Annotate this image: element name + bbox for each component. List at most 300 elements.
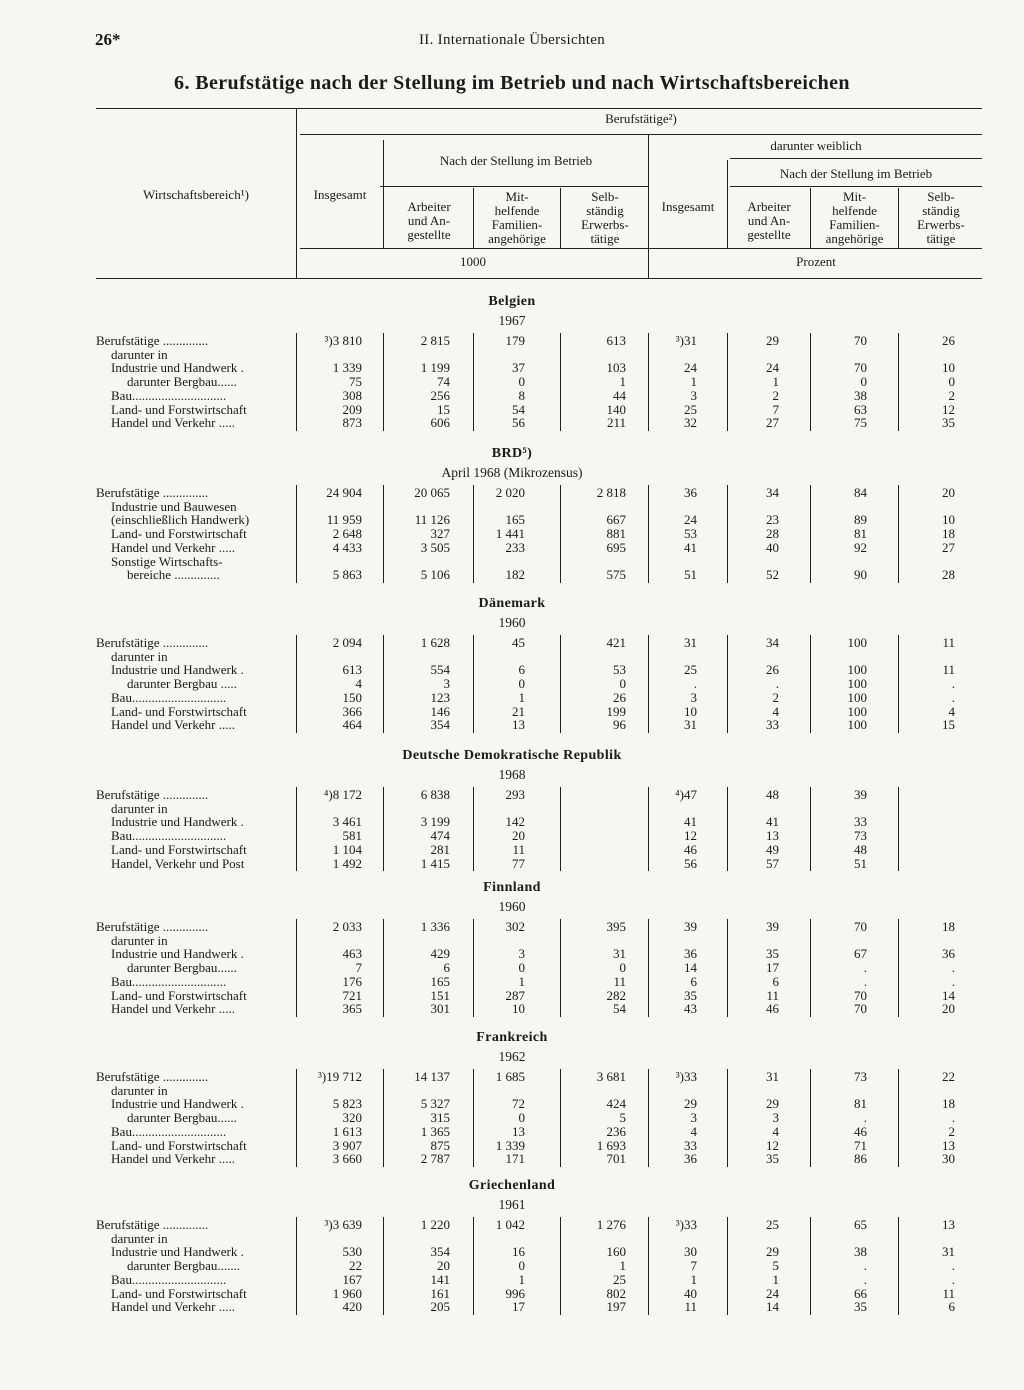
country-name: Dänemark (478, 596, 546, 611)
country-name: Finnland (483, 880, 541, 895)
table-cell: 4 433 (332, 539, 362, 555)
row-label: Land- und Forstwirtschaft (111, 988, 247, 1003)
table-cell: 1 199 (420, 360, 450, 376)
table-cell: 3 199 (420, 814, 450, 830)
table-cell: ³)3 639 (324, 1217, 362, 1232)
row-label: Industrie und Handwerk . (111, 947, 244, 962)
table-cell: 0 (518, 676, 525, 692)
table-cell: 701 (606, 1151, 626, 1167)
row-label: darunter in (111, 1083, 168, 1098)
table-cell: 35 (684, 987, 697, 1003)
table-cell: 13 (512, 1123, 525, 1139)
table-cell: 150 (342, 689, 362, 705)
table-cell: 3 (772, 1110, 779, 1126)
table-cell: 48 (854, 841, 867, 857)
table-cell: 14 (684, 960, 697, 976)
table-cell: 72 (512, 1096, 525, 1112)
table-cell: 15 (942, 717, 955, 733)
table-row (0, 1245, 1024, 1259)
header-rule-units (300, 248, 982, 249)
table-cell: 13 (942, 1217, 955, 1232)
table-cell: 141 (430, 1271, 450, 1287)
table-cell: 17 (512, 1299, 525, 1315)
table-cell: . (951, 1110, 955, 1126)
table-cell: 0 (948, 374, 955, 390)
row-label: (einschließlich Handwerk) (111, 513, 250, 528)
table-cell: 20 (942, 485, 955, 500)
table-cell: 302 (505, 919, 525, 934)
table-cell: 233 (505, 539, 525, 555)
table-cell: 0 (518, 960, 525, 976)
table-cell: 1 (619, 374, 626, 390)
header-insgesamt: Insgesamt (313, 187, 367, 202)
table-cell: 395 (606, 919, 626, 934)
header-wirtschaftsbereich: Wirtschaftsbereich¹) (143, 187, 249, 202)
table-cell: . (951, 973, 955, 989)
table-cell: 36 (684, 1151, 697, 1167)
table-cell: 14 (942, 987, 955, 1003)
header-unit-1000: 1000 (460, 254, 486, 269)
row-label: Handel und Verkehr ..... (111, 1300, 235, 1315)
row-label: darunter Bergbau...... (127, 1111, 237, 1126)
table-cell: 11 (613, 973, 626, 989)
row-label: Land- und Forstwirtschaft (111, 527, 247, 542)
header-berufstaetige: Berufstätige²) (605, 111, 677, 126)
table-cell: 73 (854, 1069, 867, 1084)
table-cell: 12 (684, 828, 697, 844)
row-label: darunter in (111, 801, 168, 816)
table-row (0, 677, 1024, 691)
table-cell: 39 (766, 919, 779, 934)
table-cell: 613 (606, 333, 626, 348)
table-cell: 366 (342, 703, 362, 719)
row-label: Bau............................. (111, 690, 227, 705)
table-cell: 873 (342, 415, 362, 431)
row-label: Bau............................. (111, 388, 227, 403)
table-cell: 1 (518, 689, 525, 705)
table-row (0, 829, 1024, 843)
table-cell: 81 (854, 526, 867, 542)
table-cell: 46 (766, 1001, 779, 1017)
row-label: darunter Bergbau...... (127, 961, 237, 976)
header-divider-col2 (383, 140, 384, 248)
table-row (0, 568, 1024, 582)
row-label: Handel und Verkehr ..... (111, 540, 235, 555)
header-rule-stellung (380, 186, 648, 187)
header-divider-col3 (473, 188, 474, 248)
table-cell: 26 (613, 689, 626, 705)
table-cell: ³)19 712 (318, 1069, 362, 1084)
table-row (0, 650, 1024, 664)
table-cell: 2 (948, 387, 955, 403)
table-cell: 2 094 (332, 635, 362, 650)
table-cell: 256 (430, 387, 450, 403)
table-cell: 354 (430, 1244, 450, 1260)
table-cell: 2 (948, 1123, 955, 1139)
table-cell: 6 838 (420, 787, 450, 802)
header-divider-col8 (898, 188, 899, 248)
table-cell: 1 628 (420, 635, 450, 650)
survey-year: 1968 (498, 767, 526, 782)
table-cell: 28 (942, 567, 955, 583)
table-cell: 151 (430, 987, 450, 1003)
table-row (0, 486, 1024, 500)
table-cell: 301 (430, 1001, 450, 1017)
table-cell: 236 (606, 1123, 626, 1139)
table-cell: 10 (942, 360, 955, 376)
table-cell: 14 137 (414, 1069, 450, 1084)
table-cell: 3 907 (332, 1137, 362, 1153)
table-cell: 205 (430, 1299, 450, 1315)
table-cell: 37 (512, 360, 525, 376)
header-rule-berufstaetige (300, 134, 982, 135)
table-cell: 66 (854, 1285, 867, 1301)
table-cell: 27 (766, 415, 779, 431)
table-row (0, 1097, 1024, 1111)
table-cell: 73 (854, 828, 867, 844)
header-bottom-rule (96, 278, 982, 279)
country-name: BRD⁵) (491, 446, 533, 461)
table-cell: 70 (854, 360, 867, 376)
header-divider-weiblich (648, 134, 649, 278)
page-number: 26* (95, 30, 121, 49)
table-cell: 24 (684, 360, 697, 376)
table-cell: 197 (606, 1299, 626, 1315)
table-cell: 5 (619, 1110, 626, 1126)
table-cell: 11 959 (326, 512, 362, 528)
header-selbstaendig-w: Selb- ständig Erwerbs- tätige (917, 189, 965, 246)
table-cell: 24 904 (326, 485, 362, 500)
row-label: Handel und Verkehr ..... (111, 1152, 235, 1167)
table-cell: 0 (518, 1258, 525, 1274)
table-cell: 1 (772, 374, 779, 390)
row-label: Sonstige Wirtschafts- (111, 554, 223, 569)
table-cell: 22 (349, 1258, 362, 1274)
header-divider-col4 (560, 188, 561, 248)
table-row (0, 1218, 1024, 1232)
table-cell: 1 693 (596, 1137, 626, 1153)
header-arbeiter: Arbeiter und An- gestellte (407, 199, 451, 242)
table-cell: 57 (766, 855, 779, 871)
table-row (0, 361, 1024, 375)
table-cell: 11 (684, 1299, 697, 1315)
table-cell: 70 (854, 987, 867, 1003)
table-cell: 11 (942, 635, 955, 650)
table-cell: ³)3 810 (324, 333, 362, 348)
table-cell: 2 815 (420, 333, 450, 348)
table-cell: 71 (854, 1137, 867, 1153)
table-cell: 65 (854, 1217, 867, 1232)
table-cell: 31 (613, 946, 626, 962)
table-cell: 38 (854, 387, 867, 403)
header-unit-prozent: Prozent (796, 254, 836, 269)
table-cell: 75 (349, 374, 362, 390)
table-cell: 6 (690, 973, 697, 989)
table-cell: 171 (505, 1151, 525, 1167)
table-cell: 140 (606, 401, 626, 417)
table-cell: 51 (854, 855, 867, 871)
table-cell: 5 823 (332, 1096, 362, 1112)
row-label: Berufstätige .............. (96, 1218, 209, 1232)
table-cell: 875 (430, 1137, 450, 1153)
table-cell: 23 (766, 512, 779, 528)
table-cell: 51 (684, 567, 697, 583)
table-cell: 13 (766, 828, 779, 844)
table-cell: 1 613 (332, 1123, 362, 1139)
table-cell: 581 (342, 828, 362, 844)
table-row (0, 636, 1024, 650)
row-label: darunter in (111, 933, 168, 948)
table-cell: . (951, 1258, 955, 1274)
table-cell: 52 (766, 567, 779, 583)
table-cell: 11 126 (414, 512, 450, 528)
table-cell: 20 (437, 1258, 450, 1274)
header-selbstaendig: Selb- ständig Erwerbs- tätige (581, 189, 629, 246)
table-cell: 84 (854, 485, 867, 500)
table-row (0, 961, 1024, 975)
row-label: Bau............................. (111, 974, 227, 989)
table-cell: 31 (766, 1069, 779, 1084)
table-cell: 996 (505, 1285, 525, 1301)
table-cell: 0 (518, 374, 525, 390)
table-cell: . (863, 960, 867, 976)
table-cell: 1 339 (495, 1137, 525, 1153)
table-row (0, 1152, 1024, 1166)
table-row (0, 947, 1024, 961)
table-cell: 1 (518, 1271, 525, 1287)
table-cell: 39 (684, 919, 697, 934)
table-cell: 53 (613, 662, 626, 678)
table-cell: 2 648 (332, 526, 362, 542)
table-cell: 41 (766, 814, 779, 830)
table-row (0, 663, 1024, 677)
table-cell: 474 (430, 828, 450, 844)
table-cell: 46 (854, 1123, 867, 1139)
table-cell: 25 (684, 662, 697, 678)
table-cell: 29 (766, 1244, 779, 1260)
table-cell: 31 (684, 635, 697, 650)
table-cell: 17 (766, 960, 779, 976)
table-cell: 6 (518, 662, 525, 678)
table-cell: 67 (854, 946, 867, 962)
row-label: Berufstätige .............. (96, 788, 209, 802)
table-cell: 1 042 (495, 1217, 525, 1232)
header-weiblich: darunter weiblich (770, 138, 862, 153)
table-cell: 606 (430, 415, 450, 431)
table-cell: 40 (684, 1285, 697, 1301)
table-row (0, 788, 1024, 802)
table-cell: ³)31 (675, 333, 697, 348)
survey-year: 1961 (498, 1197, 526, 1212)
table-cell: 3 660 (332, 1151, 362, 1167)
table-cell: 881 (606, 526, 626, 542)
table-cell: 100 (847, 717, 867, 733)
table-cell: 74 (437, 374, 450, 390)
table-cell: 14 (766, 1299, 779, 1315)
table-cell: 28 (766, 526, 779, 542)
table-cell: 24 (684, 512, 697, 528)
table-cell: 7 (355, 960, 362, 976)
country-name: Griechenland (468, 1178, 556, 1193)
table-row (0, 718, 1024, 732)
table-cell: 429 (430, 946, 450, 962)
row-label: Berufstätige .............. (96, 636, 209, 650)
table-cell: 24 (766, 1285, 779, 1301)
header-rule-stellung-w (730, 186, 982, 187)
table-cell: 33 (766, 717, 779, 733)
table-cell: 3 (690, 1110, 697, 1126)
table-cell: 421 (606, 635, 626, 650)
table-cell: 802 (606, 1285, 626, 1301)
table-cell: 1 (772, 1271, 779, 1287)
table-cell: 2 818 (596, 485, 626, 500)
table-cell: 29 (766, 1096, 779, 1112)
table-cell: . (775, 676, 779, 692)
table-row (0, 375, 1024, 389)
table-row (0, 1273, 1024, 1287)
table-row (0, 1259, 1024, 1273)
table-cell: 32 (684, 415, 697, 431)
table-row (0, 416, 1024, 430)
table-cell: ³)33 (675, 1217, 697, 1232)
table-cell: 20 065 (414, 485, 450, 500)
table-cell: 365 (342, 1001, 362, 1017)
table-cell: 1 (690, 374, 697, 390)
survey-year: April 1968 (Mikrozensus) (441, 465, 583, 480)
table-row (0, 1111, 1024, 1125)
table-cell: 27 (942, 539, 955, 555)
table-cell: 1 441 (495, 526, 525, 542)
row-label: Land- und Forstwirtschaft (111, 402, 247, 417)
row-label: Bau............................. (111, 1272, 227, 1287)
table-cell: 49 (766, 841, 779, 857)
table-cell: 176 (342, 973, 362, 989)
table-cell: 33 (684, 1137, 697, 1153)
row-label: Industrie und Handwerk . (111, 361, 244, 376)
table-cell: 70 (854, 919, 867, 934)
table-cell: 123 (430, 689, 450, 705)
table-cell: 56 (684, 855, 697, 871)
table-cell: 46 (684, 841, 697, 857)
table-cell: 53 (684, 526, 697, 542)
table-cell: 1 339 (332, 360, 362, 376)
header-top-rule (96, 108, 982, 109)
table-cell: 18 (942, 919, 955, 934)
table-cell: 36 (942, 946, 955, 962)
table-cell: . (951, 1271, 955, 1287)
table-cell: 11 (512, 841, 525, 857)
table-cell: 0 (860, 374, 867, 390)
row-label: Land- und Forstwirtschaft (111, 842, 247, 857)
table-cell: 31 (942, 1244, 955, 1260)
row-label: darunter in (111, 1231, 168, 1246)
table-cell: 35 (854, 1299, 867, 1315)
table-cell: 0 (518, 1110, 525, 1126)
row-label: Industrie und Handwerk . (111, 1097, 244, 1112)
table-cell: . (951, 676, 955, 692)
table-cell: 100 (847, 662, 867, 678)
table-cell: 6 (443, 960, 450, 976)
table-cell: 4 (772, 1123, 779, 1139)
table-cell: 20 (942, 1001, 955, 1017)
table-cell: 320 (342, 1110, 362, 1126)
table-row (0, 334, 1024, 348)
table-cell: 3 681 (596, 1069, 626, 1084)
row-label: Industrie und Handwerk . (111, 815, 244, 830)
table-cell: 92 (854, 539, 867, 555)
header-divider-col7 (810, 188, 811, 248)
table-cell: 4 (690, 1123, 697, 1139)
table-cell: 3 (518, 946, 525, 962)
table-cell: 0 (619, 960, 626, 976)
table-cell: 209 (342, 401, 362, 417)
table-cell: 464 (342, 717, 362, 733)
table-cell: 34 (766, 635, 779, 650)
table-cell: 48 (766, 787, 779, 802)
table-cell: 45 (512, 635, 525, 650)
table-cell: 100 (847, 635, 867, 650)
row-label: Berufstätige .............. (96, 486, 209, 500)
table-cell: 33 (854, 814, 867, 830)
table-cell: 0 (619, 676, 626, 692)
table-cell: 293 (505, 787, 525, 802)
table-cell: 3 (443, 676, 450, 692)
table-row (0, 1002, 1024, 1016)
table-cell: 11 (942, 1285, 955, 1301)
row-label: Handel und Verkehr ..... (111, 1002, 235, 1017)
row-label: Land- und Forstwirtschaft (111, 1286, 247, 1301)
table-cell: 36 (684, 946, 697, 962)
country-name: Belgien (488, 294, 536, 309)
table-cell: 165 (505, 512, 525, 528)
table-cell: 424 (606, 1096, 626, 1112)
table-cell: 22 (942, 1069, 955, 1084)
table-cell: 11 (766, 987, 779, 1003)
table-cell: 167 (342, 1271, 362, 1287)
table-row (0, 1070, 1024, 1084)
table-cell: 3 (690, 689, 697, 705)
table-cell: 100 (847, 676, 867, 692)
row-label: Berufstätige .............. (96, 334, 209, 348)
table-cell: 575 (606, 567, 626, 583)
header-stellung-w: Nach der Stellung im Betrieb (779, 166, 933, 181)
header-divider-wb (296, 108, 297, 278)
table-cell: 4 (772, 703, 779, 719)
table-cell: 3 (690, 387, 697, 403)
row-label: Handel, Verkehr und Post (111, 856, 245, 871)
table-cell: 613 (342, 662, 362, 678)
table-cell: 43 (684, 1001, 697, 1017)
table-cell: 1 492 (332, 855, 362, 871)
table-cell: 41 (684, 814, 697, 830)
table-cell: 281 (430, 841, 450, 857)
table-cell: 41 (684, 539, 697, 555)
table-cell: 89 (854, 512, 867, 528)
table-cell: 142 (505, 814, 525, 830)
table-cell: . (863, 1110, 867, 1126)
table-cell: 70 (854, 1001, 867, 1017)
table-cell: 160 (606, 1244, 626, 1260)
table-cell: 12 (766, 1137, 779, 1153)
table-cell: 5 327 (420, 1096, 450, 1112)
table-row (0, 1300, 1024, 1314)
table-cell: 1 104 (332, 841, 362, 857)
header-mithelfende: Mit- helfende Familien- angehörige (488, 189, 546, 246)
table-cell: 12 (942, 401, 955, 417)
table-cell: 63 (854, 401, 867, 417)
table-cell: 1 220 (420, 1217, 450, 1232)
table-cell: 2 033 (332, 919, 362, 934)
